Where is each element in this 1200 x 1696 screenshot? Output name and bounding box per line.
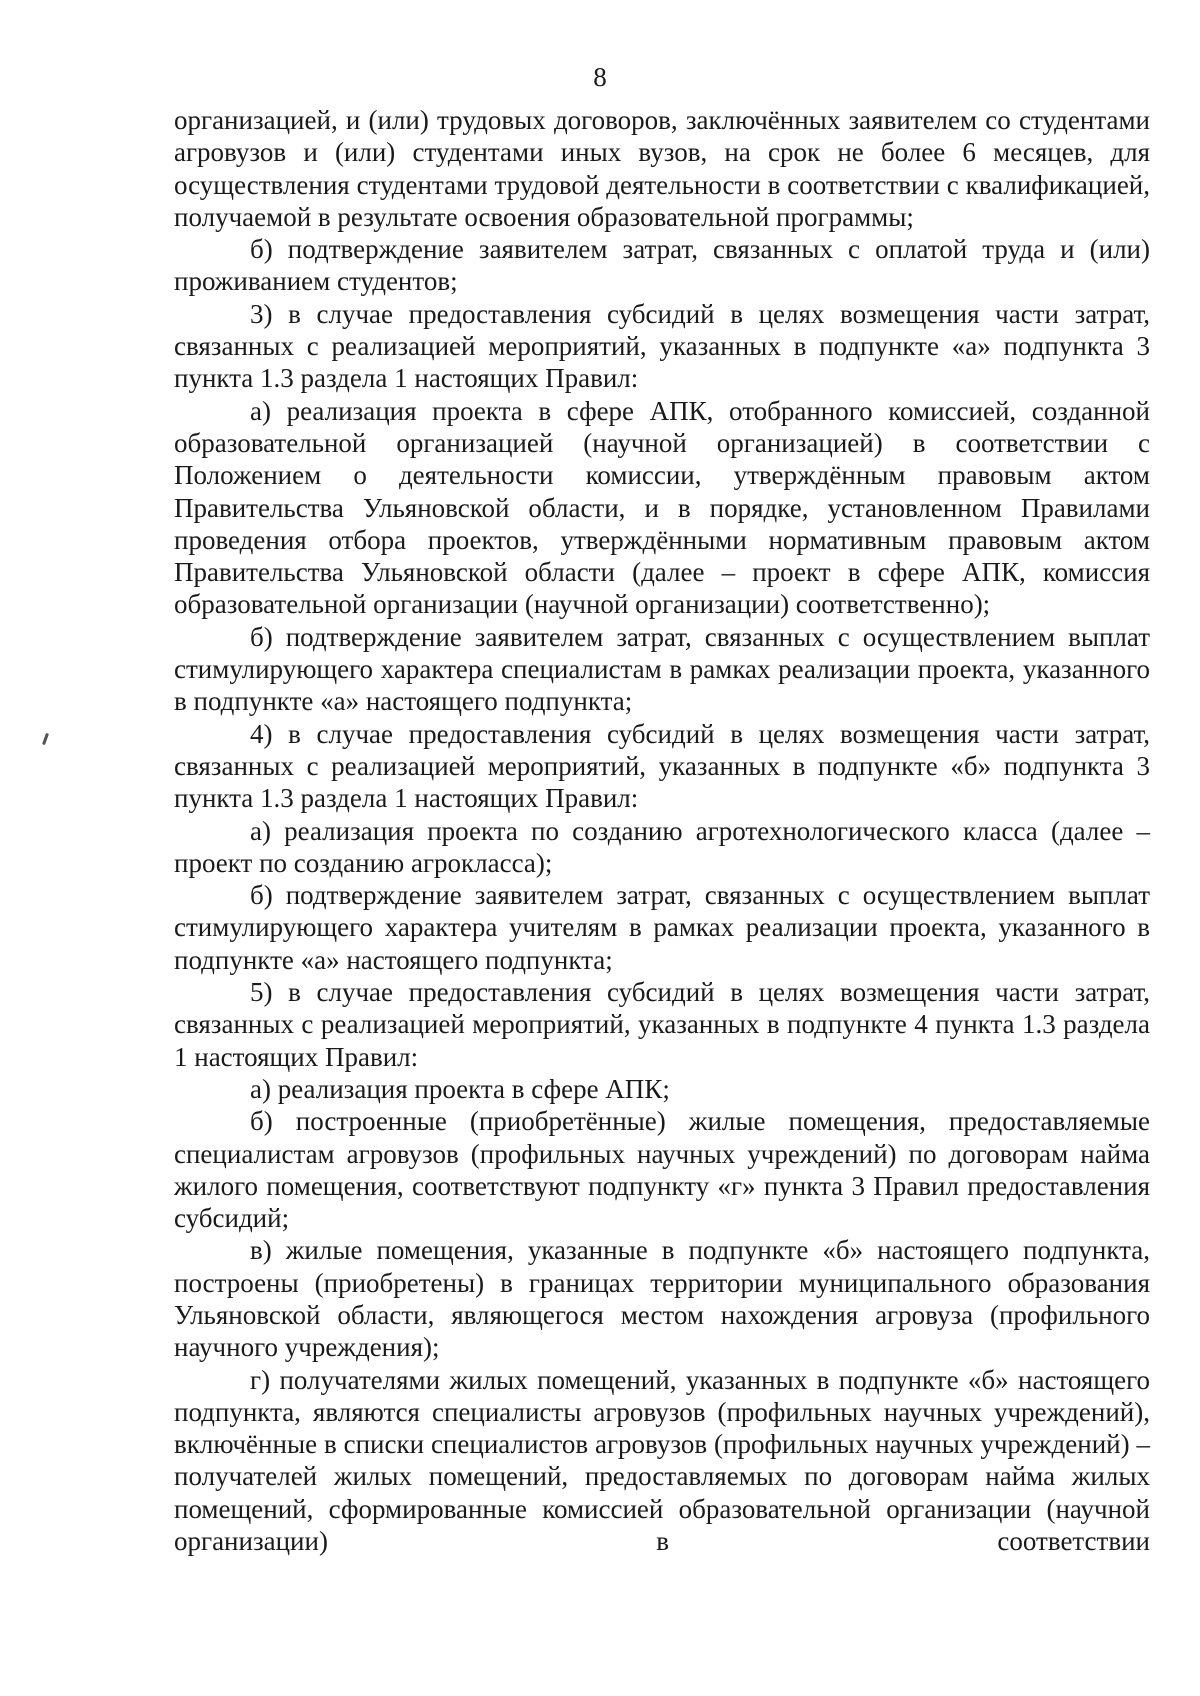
paragraph-clause-4: 4) в случае предоставления субсидий в целях возмещения части затрат, связанных с реализацией мероприятий, указанных в подпункте «б» подпункта 3 пункта 1.3 раздела 1 настоящих Правил:	[174, 718, 1150, 814]
paragraph-item-b: б) подтверждение заявителем затрат, связанных с осуществлением выплат стимулирующего характера учителям в рамках реализации проекта, указанного в подпункте «а» настоящего подпункта;	[174, 880, 1150, 975]
margin-pen-mark	[42, 733, 49, 745]
page-number: 8	[593, 62, 607, 92]
paragraph-item-b: б) подтверждение заявителем затрат, связанных с оплатой труда и (или) проживанием студентов;	[174, 234, 1150, 297]
paragraph-item-b: б) подтверждение заявителем затрат, связанных с осуществлением выплат стимулирующего характера специалистам в рамках реализации проекта, указанного в подпункте «а» настоящего подпункта;	[174, 621, 1150, 717]
paragraph-item-a: а) реализация проекта по созданию агротехнологического класса (далее – проект по созданию агрокласса);	[174, 815, 1150, 878]
paragraph-item-b: б) построенные (приобретённые) жилые помещения, предоставляемые специалистам агровузов (профильных научных учреждений) по договорам найма жилого помещения, соответствуют подпункту «г» пункта 3 Правил предоставления субсидий;	[174, 1106, 1150, 1234]
paragraph-clause-5: 5) в случае предоставления субсидий в целях возмещения части затрат, связанных с реализацией мероприятий, указанных в подпункте 4 пункта 1.3 раздела 1 настоящих Правил:	[174, 977, 1150, 1072]
paragraph-clause-3: 3) в случае предоставления субсидий в целях возмещения части затрат, связанных с реализацией мероприятий, указанных в подпункте «а» подпункта 3 пункта 1.3 раздела 1 настоящих Правил:	[174, 298, 1150, 394]
paragraph-item-v: в) жилые помещения, указанные в подпункте «б» настоящего подпункта, построены (приобретены) в границах территории муниципального образования Ульяновской области, являющегося местом нахождения агровуза (профильного научного учреждения);	[174, 1235, 1150, 1363]
paragraph-item-a: а) реализация проекта в сфере АПК, отобранного комиссией, созданной образовательной организацией (научной организацией) в соответствии с Положением о деятельности комиссии, утверждённым правовым актом Правительства Ульяновской области, и в порядке, установленном Правилами проведения отбора проектов, утверждёнными нормативным правовым актом Правительства Ульяновской области (далее – проект в сфере АПК, комиссия образовательной организации (научной организации) соответственно);	[174, 395, 1150, 620]
paragraph-continuation: организацией, и (или) трудовых договоров, заключённых заявителем со студентами агровузов и (или) студентами иных вузов, на срок не более 6 месяцев, для осуществления студентами трудовой деятельности в соответствии с квалификацией, получаемой в результате освоения образовательной программы;	[174, 105, 1150, 232]
paragraph-item-a: а) реализация проекта в сфере АПК;	[250, 1073, 670, 1104]
paragraph-item-g: г) получателями жилых помещений, указанных в подпункте «б» настоящего подпункта, являются специалисты агровузов (профильных научных учреждений), включённые в списки специалистов агровузов (профильных научных учреждений) – получателей жилых помещений, предоставляемых по договорам найма жилых помещений, сформированные комиссией образовательной организации (научной организации) в соответствии	[174, 1364, 1150, 1557]
document-body	[174, 104, 1150, 1557]
